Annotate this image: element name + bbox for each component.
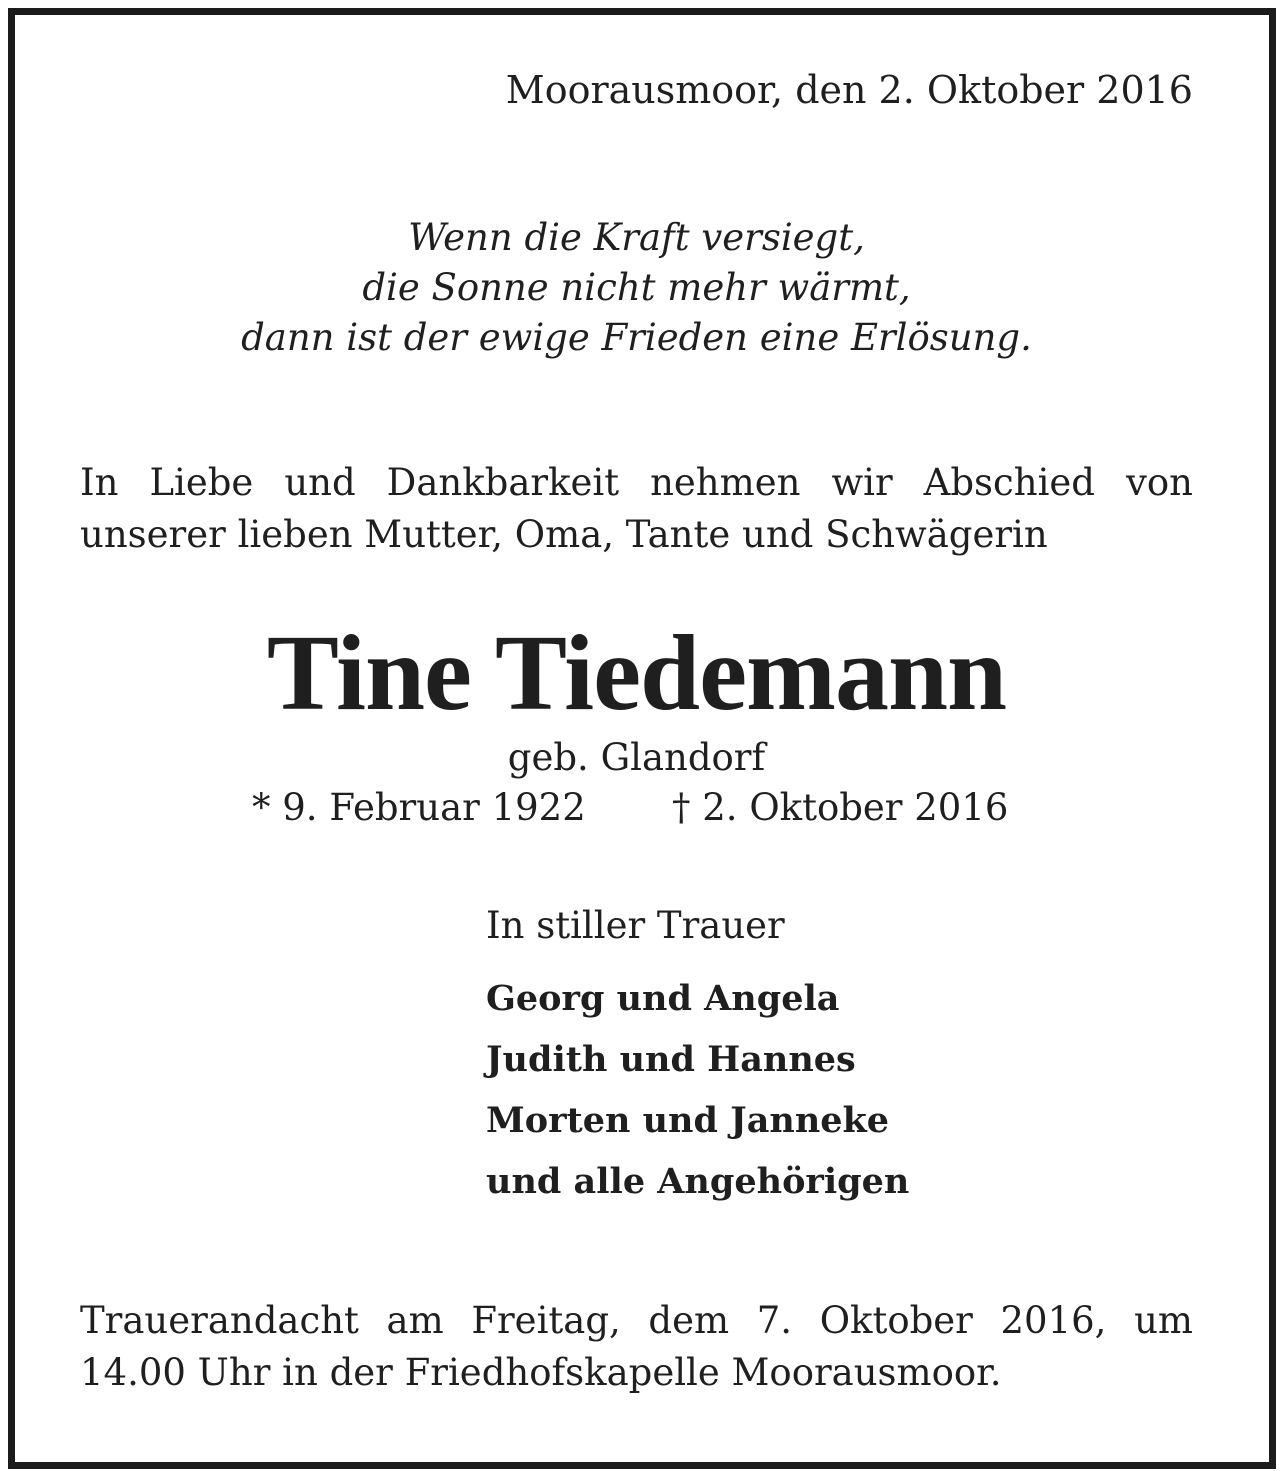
mourners-block (486, 900, 1186, 1212)
intro-line: In Liebe und Dankbarkeit nehmen wir Abschied von (80, 461, 1193, 504)
mourner-name: Morten und Janneke (486, 1100, 890, 1141)
service-line: 14.00 Uhr in der Friedhofskapelle Moorausmoor. (80, 1351, 1002, 1394)
service-notice (80, 1295, 1193, 1399)
birth-date: * 9. Februar 1922 (252, 786, 586, 829)
maiden-name: geb. Glandorf (507, 736, 766, 779)
mourner-name: Judith und Hannes (486, 1039, 856, 1080)
intro-text (80, 457, 1193, 561)
deceased-name: Tine Tiedemann (266, 614, 1007, 733)
life-dates (80, 783, 1193, 833)
mourner-name: Georg und Angela (486, 978, 840, 1019)
death-date: † 2. Oktober 2016 (672, 786, 1009, 829)
mourners-heading: In stiller Trauer (486, 904, 785, 947)
motto-verse (80, 213, 1193, 363)
mourner-name: und alle Angehörigen (486, 1161, 910, 1202)
service-line: Trauerandacht am Freitag, dem 7. Oktober 2016, um (80, 1299, 1193, 1342)
motto-line: Wenn die Kraft versiegt, (408, 216, 865, 259)
motto-line: die Sonne nicht mehr wärmt, (362, 266, 911, 309)
motto-line: dann ist der ewige Frieden eine Erlösung. (241, 316, 1032, 359)
intro-line: unserer lieben Mutter, Oma, Tante und Schwägerin (80, 513, 1048, 556)
place-date: Moorausmoor, den 2. Oktober 2016 (505, 68, 1193, 112)
